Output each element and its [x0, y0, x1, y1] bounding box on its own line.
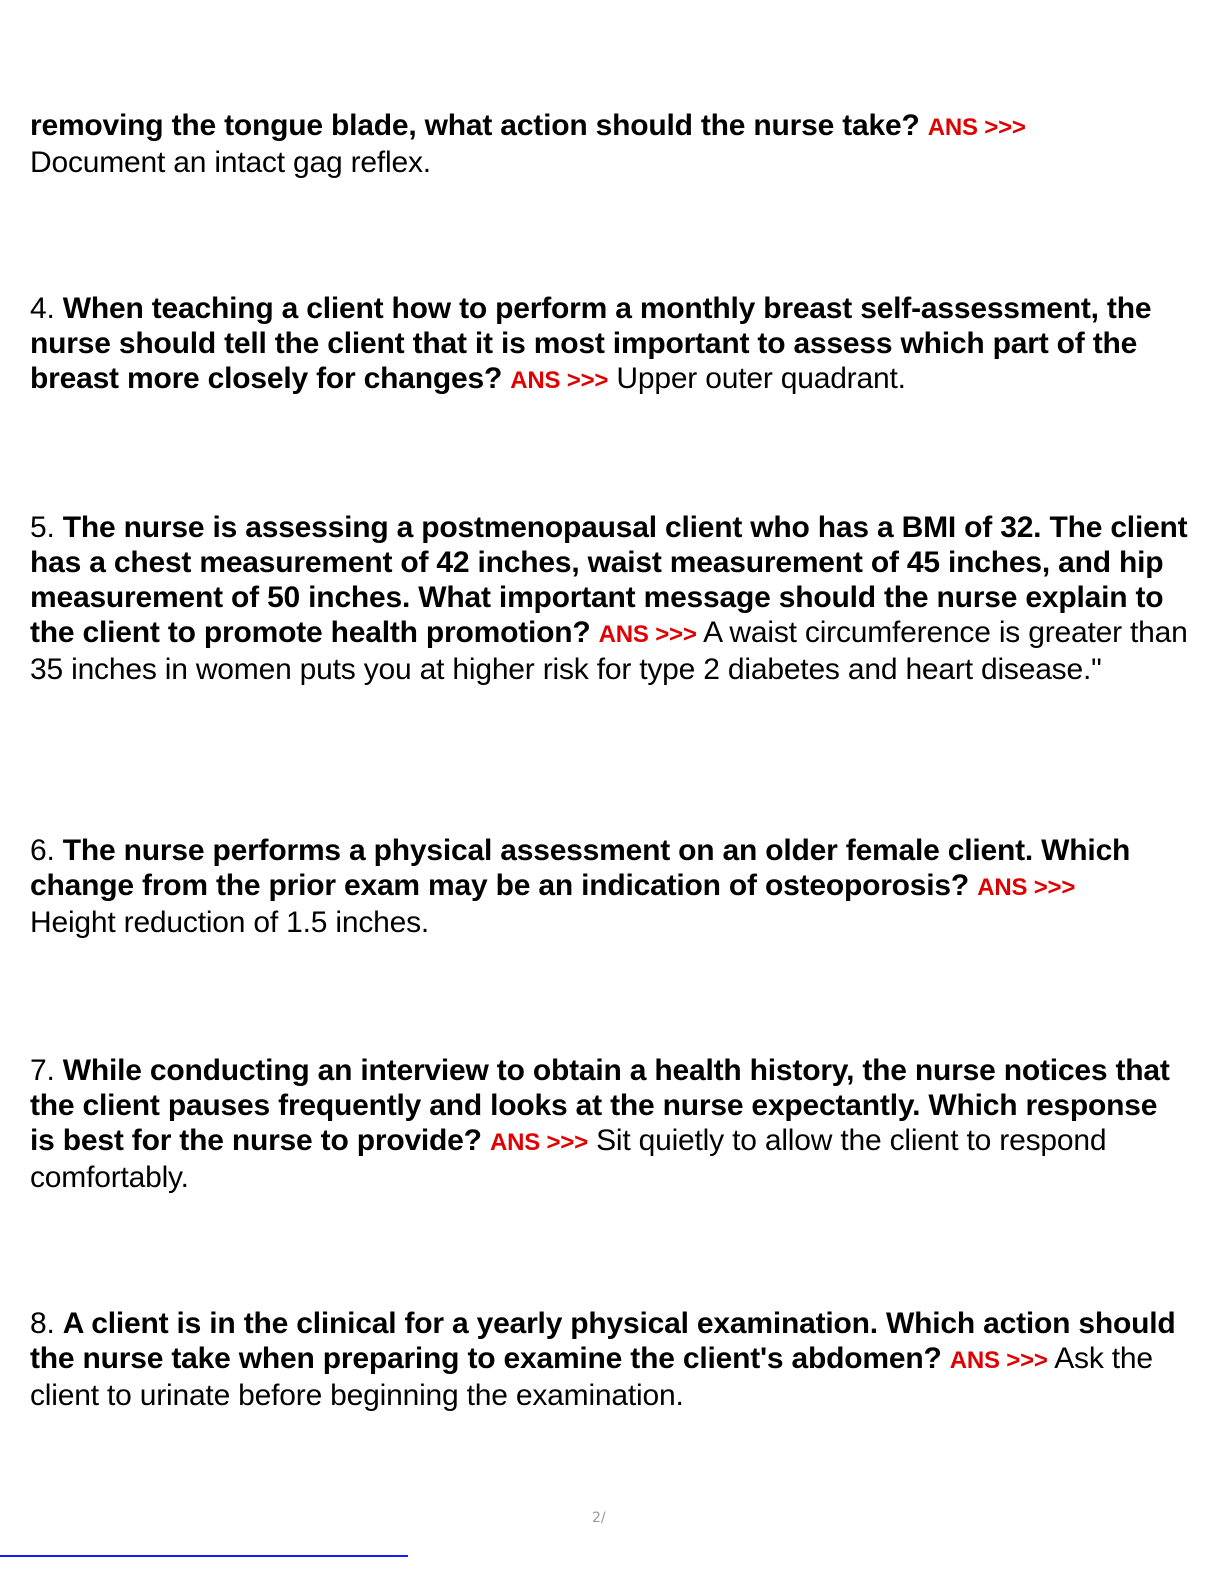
ans-label: ANS >>>: [489, 1129, 588, 1156]
ans-label: ANS >>>: [598, 621, 697, 648]
question-text: removing the tongue blade, what action should the nurse take?: [30, 109, 920, 142]
qa-item-6: [30, 833, 1190, 940]
answer-text: A waist circumference is greater than 35 inches in women puts you at higher risk for type 2 diabetes and heart disease.": [30, 616, 1188, 686]
question-number: 8.: [30, 1307, 55, 1340]
question-number: 4.: [30, 292, 55, 325]
question-number: 7.: [30, 1054, 55, 1087]
footer-divider: [0, 1555, 408, 1557]
ans-label: ANS >>>: [977, 874, 1076, 901]
question-text: A client is in the clinical for a yearly physical examination. Which action should the nurse take when preparing to examine the client's abdomen?: [30, 1307, 1176, 1375]
page-number: 2/: [592, 1510, 606, 1526]
answer-text: Height reduction of 1.5 inches.: [30, 906, 430, 939]
answer-text: Document an intact gag reflex.: [30, 146, 431, 179]
answer-text: Upper outer quadrant.: [616, 362, 906, 395]
qa-item-4: [30, 291, 1190, 398]
question-number: 6.: [30, 834, 55, 867]
question-number: 5.: [30, 511, 55, 544]
question-text: When teaching a client how to perform a monthly breast self-assessment, the nurse should tell the client that it is most important to assess which part of the breast more closely for changes?: [30, 292, 1152, 395]
qa-item-7: [30, 1053, 1190, 1195]
qa-item-5: [30, 510, 1190, 687]
ans-label: ANS >>>: [927, 114, 1026, 141]
question-text: The nurse is assessing a postmenopausal client who has a BMI of 32. The client has a chest measurement of 42 inches, waist measurement of 45 inches, and hip measurement of 50 inches. What important message should the nurse explain to the client to promote health promotion?: [30, 511, 1188, 649]
question-text: The nurse performs a physical assessment on an older female client. Which change from the prior exam may be an indication of osteoporosis?: [30, 834, 1131, 902]
ans-label: ANS >>>: [510, 367, 609, 394]
qa-item-3: [30, 108, 1190, 180]
answer-text: Ask the client to urinate before beginning the examination.: [30, 1342, 1153, 1412]
qa-item-8: [30, 1306, 1190, 1413]
ans-label: ANS >>>: [949, 1347, 1048, 1374]
question-text: While conducting an interview to obtain a health history, the nurse notices that the client pauses frequently and looks at the nurse expectantly. Which response is best for the nurse to provide?: [30, 1054, 1170, 1157]
answer-text: Sit quietly to allow the client to respond comfortably.: [30, 1124, 1107, 1194]
